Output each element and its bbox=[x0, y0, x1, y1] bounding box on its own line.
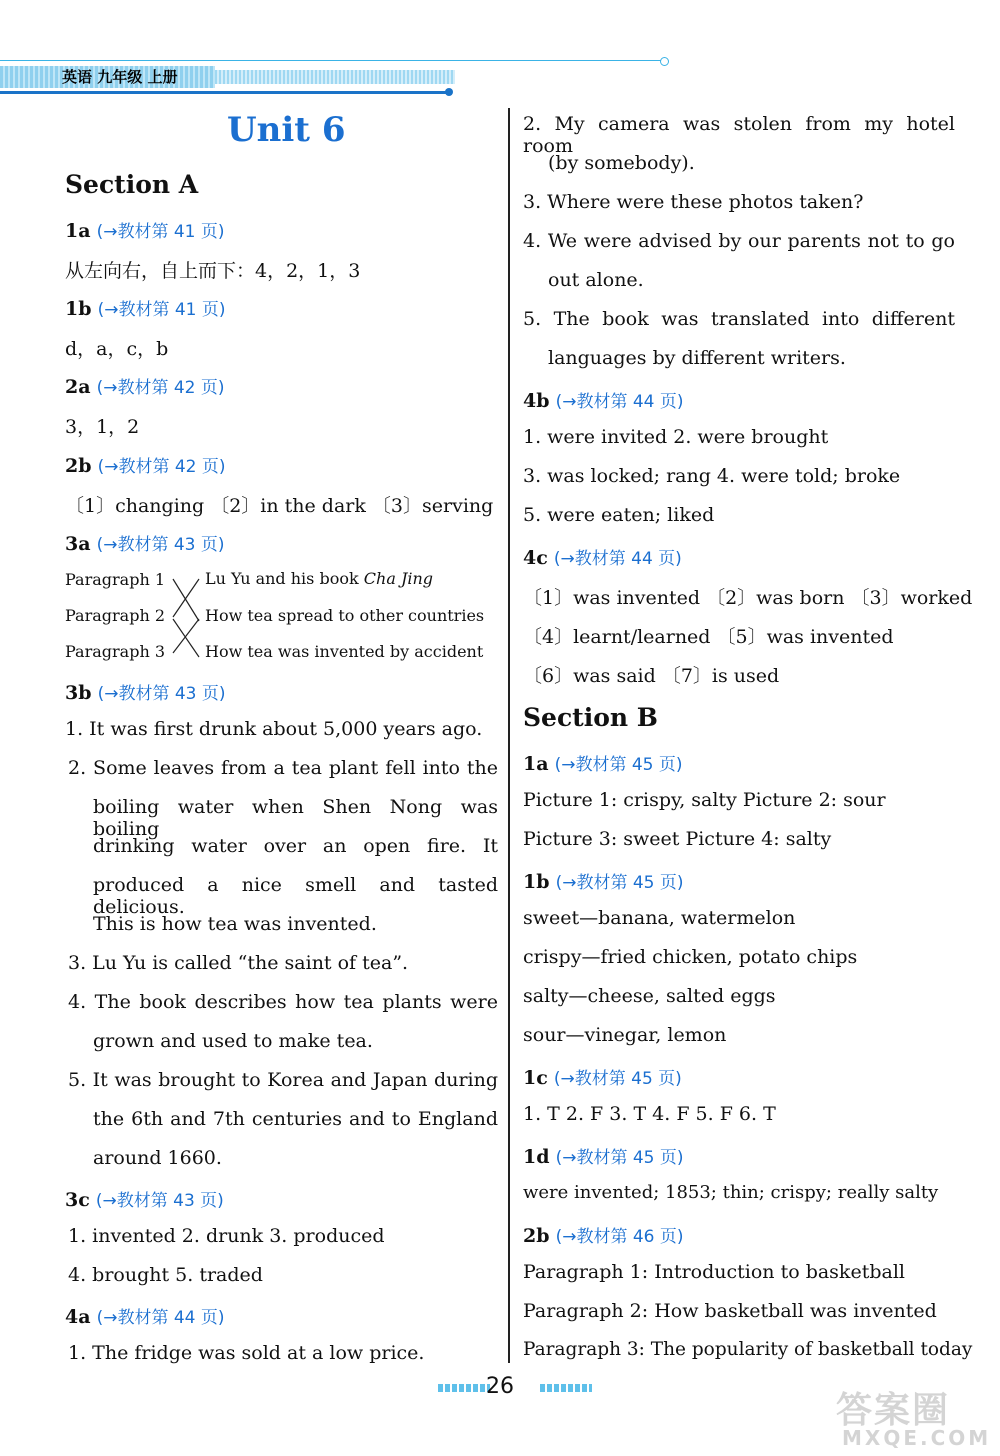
answer-line: 3. Lu Yu is called “the saint of tea”. bbox=[68, 952, 409, 974]
exercise-label: 3c bbox=[65, 1189, 90, 1211]
answer-line: Picture 1: crispy, salty Picture 2: sour bbox=[523, 789, 886, 811]
answer-line: 1. invented 2. drunk 3. produced bbox=[68, 1225, 385, 1247]
textbook-page-ref: (→教材第 41 页) bbox=[96, 222, 225, 242]
exercise-1a-heading bbox=[65, 217, 225, 242]
header-rule-thin bbox=[0, 60, 662, 61]
exercise-label: 1a bbox=[523, 753, 549, 775]
exercise-label: 1b bbox=[65, 298, 92, 320]
exercise-1b-heading bbox=[65, 295, 226, 320]
header-rule-dot bbox=[445, 88, 453, 96]
watermark-text: 答案圈 bbox=[836, 1390, 951, 1431]
answer-line: languages by different writers. bbox=[548, 347, 846, 369]
answer-line: the 6th and 7th centuries and to England bbox=[93, 1108, 498, 1130]
paragraph-label-3: Paragraph 3 bbox=[65, 642, 166, 661]
textbook-page-ref: (→教材第 45 页) bbox=[555, 873, 684, 893]
topic-3: How tea was invented by accident bbox=[205, 642, 484, 661]
answer-line: 2. My camera was stolen from my hotel room bbox=[523, 113, 955, 157]
answer-line: 4. We were advised by our parents not to go bbox=[523, 230, 955, 252]
header-rule-end-dot bbox=[660, 57, 669, 66]
exercise-1a-b-heading bbox=[523, 750, 683, 775]
answer-line: produced a nice smell and tasted delicious. bbox=[93, 874, 498, 918]
answer-line: Picture 3: sweet Picture 4: salty bbox=[523, 828, 832, 850]
exercise-1c-heading bbox=[523, 1064, 682, 1089]
answer-line: 5. were eaten; liked bbox=[523, 504, 715, 526]
exercise-label: 4b bbox=[523, 390, 550, 412]
answer-line: 3. was locked; rang 4. were told; broke bbox=[523, 465, 901, 487]
exercise-2a-answer: 3，1，2 bbox=[65, 416, 140, 438]
unit-title: Unit 6 bbox=[227, 110, 346, 150]
paragraph-label-2: Paragraph 2 bbox=[65, 606, 166, 625]
textbook-page-ref: (→教材第 46 页) bbox=[555, 1227, 684, 1247]
answer-line: 4. brought 5. traded bbox=[68, 1264, 263, 1286]
textbook-page-ref: (→教材第 42 页) bbox=[97, 457, 226, 477]
answer-line: 1. T 2. F 3. T 4. F 5. F 6. T bbox=[523, 1103, 776, 1125]
exercise-1a-answer: 从左向右，自上而下：4，2，1，3 bbox=[65, 260, 361, 282]
answer-line: 1. It was first drunk about 5,000 years ago. bbox=[65, 718, 483, 740]
exercise-label: 2a bbox=[65, 376, 91, 398]
answer-line: 4. The book describes how tea plants were bbox=[68, 991, 498, 1013]
watermark-logo bbox=[830, 1382, 990, 1452]
answer-line: salty—cheese, salted eggs bbox=[523, 985, 776, 1007]
answer-line: around 1660. bbox=[93, 1147, 222, 1169]
textbook-page-ref: (→教材第 44 页) bbox=[553, 549, 682, 569]
exercise-label: 1d bbox=[523, 1146, 550, 1168]
exercise-label: 1c bbox=[523, 1067, 548, 1089]
page-number: 26 bbox=[486, 1374, 514, 1399]
answer-line: drinking water over an open fire. It bbox=[93, 835, 498, 857]
textbook-page-ref: (→教材第 42 页) bbox=[96, 378, 225, 398]
exercise-label: 4a bbox=[65, 1306, 91, 1328]
answer-line: 〔4〕learnt/learned 〔5〕was invented bbox=[523, 626, 894, 648]
topic-1-text: Lu Yu and his book bbox=[205, 569, 364, 588]
exercise-label: 2b bbox=[523, 1225, 550, 1247]
textbook-page-ref: (→教材第 43 页) bbox=[97, 684, 226, 704]
textbook-page-ref: (→教材第 43 页) bbox=[95, 1191, 224, 1211]
exercise-label: 1a bbox=[65, 220, 91, 242]
textbook-page-ref: (→教材第 44 页) bbox=[96, 1308, 225, 1328]
header-pattern-right bbox=[215, 70, 455, 84]
exercise-4a-heading bbox=[65, 1303, 225, 1328]
answer-line: boiling water when Shen Nong was boiling bbox=[93, 796, 498, 840]
topic-1-book-title: Cha Jing bbox=[363, 569, 434, 588]
answer-line: 5. The book was translated into different bbox=[523, 308, 955, 330]
textbook-page-ref: (→教材第 45 页) bbox=[555, 1148, 684, 1168]
header-rule-thick bbox=[0, 91, 450, 94]
answer-line: Paragraph 2: How basketball was invented bbox=[523, 1300, 937, 1322]
answer-line: 1. The fridge was sold at a low price. bbox=[68, 1342, 425, 1364]
watermark-url: MXQE.COM bbox=[842, 1426, 992, 1450]
exercise-2b-heading bbox=[65, 452, 226, 477]
answer-line: Paragraph 3: The popularity of basketball today bbox=[523, 1339, 973, 1360]
answer-line: Paragraph 1: Introduction to basketball bbox=[523, 1261, 905, 1283]
answer-line: sweet—banana, watermelon bbox=[523, 907, 796, 929]
exercise-label: 3a bbox=[65, 533, 91, 555]
exercise-label: 2b bbox=[65, 455, 92, 477]
answer-line: were invented; 1853; thin; crispy; really salty bbox=[523, 1182, 939, 1203]
answer-line: out alone. bbox=[548, 269, 644, 291]
exercise-label: 3b bbox=[65, 682, 92, 704]
answer-line: sour—vinegar, lemon bbox=[523, 1024, 727, 1046]
textbook-page-ref: (→教材第 41 页) bbox=[97, 300, 226, 320]
answer-line: 3. Where were these photos taken? bbox=[523, 191, 864, 213]
running-header bbox=[0, 62, 455, 90]
book-title: 英语 九年级 上册 bbox=[62, 68, 178, 86]
exercise-2b-b-heading bbox=[523, 1222, 684, 1247]
textbook-page-ref: (→教材第 43 页) bbox=[96, 535, 225, 555]
page-number-ornament-right bbox=[540, 1384, 592, 1392]
textbook-page-ref: (→教材第 45 页) bbox=[553, 1069, 682, 1089]
exercise-1d-heading bbox=[523, 1143, 684, 1168]
exercise-2b-answer: 〔1〕changing 〔2〕in the dark 〔3〕serving bbox=[65, 495, 494, 517]
exercise-3b-heading bbox=[65, 679, 226, 704]
answer-line: 〔6〕was said 〔7〕is used bbox=[523, 665, 780, 687]
exercise-4b-heading bbox=[523, 387, 684, 412]
matching-lines bbox=[169, 573, 205, 663]
exercise-3a-heading bbox=[65, 530, 225, 555]
column-divider bbox=[508, 108, 510, 1363]
exercise-label: 4c bbox=[523, 547, 548, 569]
answer-line: 5. It was brought to Korea and Japan during bbox=[68, 1069, 498, 1091]
exercise-1b-b-heading bbox=[523, 868, 684, 893]
textbook-page-ref: (→教材第 45 页) bbox=[554, 755, 683, 775]
answer-line: This is how tea was invented. bbox=[93, 913, 377, 935]
topic-1 bbox=[205, 569, 433, 588]
exercise-2a-heading bbox=[65, 373, 225, 398]
answer-line: 1. were invited 2. were brought bbox=[523, 426, 829, 448]
exercise-3c-heading bbox=[65, 1186, 224, 1211]
answer-line: grown and used to make tea. bbox=[93, 1030, 373, 1052]
exercise-1b-answer: d，a，c，b bbox=[65, 338, 169, 360]
section-a-heading: Section A bbox=[65, 170, 199, 199]
section-b-heading: Section B bbox=[523, 703, 658, 732]
topic-2: How tea spread to other countries bbox=[205, 606, 485, 625]
exercise-label: 1b bbox=[523, 871, 550, 893]
answer-line: 2. Some leaves from a tea plant fell into the bbox=[68, 757, 498, 779]
answer-line: (by somebody). bbox=[548, 152, 695, 174]
exercise-4c-heading bbox=[523, 544, 682, 569]
textbook-page-ref: (→教材第 44 页) bbox=[555, 392, 684, 412]
answer-line: 〔1〕was invented 〔2〕was born 〔3〕worked bbox=[523, 587, 973, 609]
paragraph-label-1: Paragraph 1 bbox=[65, 570, 166, 589]
answer-line: crispy—fried chicken, potato chips bbox=[523, 946, 858, 968]
